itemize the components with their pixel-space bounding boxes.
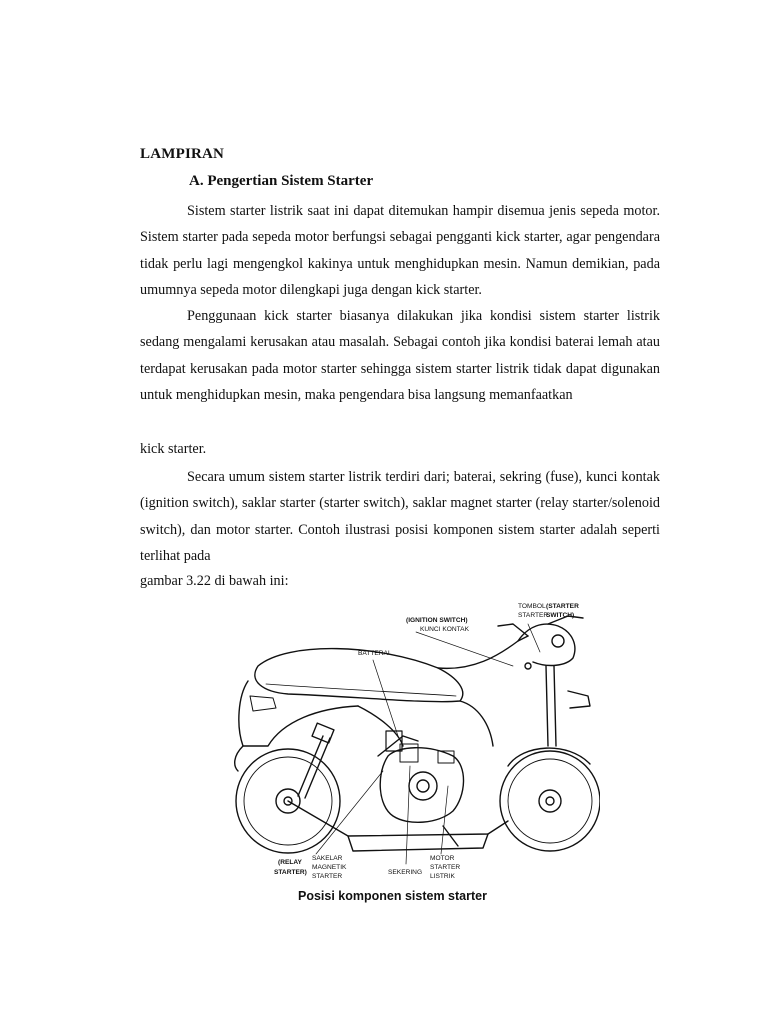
paragraph-2-tail: kick starter. (140, 441, 207, 457)
paragraph-2 (140, 303, 660, 409)
heading-lampiran: LAMPIRAN (140, 146, 225, 162)
motorcycle-starter-diagram (228, 596, 600, 886)
paragraph-3 (140, 464, 660, 570)
figure-caption: Posisi komponen sistem starter (298, 889, 487, 903)
label-starter-switch: STARTER (518, 612, 549, 619)
label-tombol: TOMBOL (518, 603, 546, 610)
label-batterai: BATTERAI (358, 650, 390, 657)
paragraph-1-text: Sistem starter listrik saat ini dapat ditemukan hampir disemua jenis sepeda motor. Sistem starter pada sepeda motor berfungsi sebagai pengganti kick starter, agar pengendara tidak perlu lagi mengengkol kakinya untuk menghidupkan mesin. Namun demikian, pada umumnya sepeda motor dilengkapi juga dengan kick starter. (140, 203, 660, 299)
label-ignition-switch: (IGNITION SWITCH) (406, 617, 468, 624)
diagram-labels (274, 603, 579, 880)
paragraph-2-text: Penggunaan kick starter biasanya dilakukan jika kondisi sistem starter listrik sedang mengalami kerusakan atau masalah. Sebagai contoh jika kondisi baterai lemah atau terdapat kerusakan pada motor starter sehingga sistem starter listrik tidak dapat digunakan untuk menghidupkan mesin, maka pengendara bisa langsung memanfaatkan (140, 308, 660, 404)
label-sekering: SEKERING (388, 869, 423, 876)
paragraph-3-text: Secara umum sistem starter listrik terdiri dari; baterai, sekring (fuse), kunci kontak (ignition switch), saklar starter (starter switch), saklar magnet starter (relay starter/solenoid switch), dan motor starter. Contoh ilustrasi posisi komponen sistem starter adalah seperti terlihat pada (140, 469, 660, 565)
label-starter-close: STARTER) (274, 869, 307, 876)
label-sakelar: SAKELAR (312, 855, 343, 862)
label-switch-close: SWITCH) (546, 612, 575, 619)
label-listrik: LISTRIK (430, 873, 455, 880)
subheading-pengertian: A. Pengertian Sistem Starter (189, 173, 374, 189)
label-sakelar-starter: STARTER (312, 873, 343, 880)
label-motor-starter: STARTER (430, 864, 461, 871)
motorcycle-illustration (235, 616, 600, 864)
label-relay: (RELAY (278, 859, 302, 866)
paragraph-3-tail: gambar 3.22 di bawah ini: (140, 573, 289, 589)
label-kunci-kontak: KUNCI KONTAK (420, 626, 469, 633)
label-magnetik: MAGNETIK (312, 864, 347, 871)
label-starter-open: (STARTER (546, 603, 579, 610)
paragraph-1 (140, 198, 660, 304)
label-motor: MOTOR (430, 855, 455, 862)
